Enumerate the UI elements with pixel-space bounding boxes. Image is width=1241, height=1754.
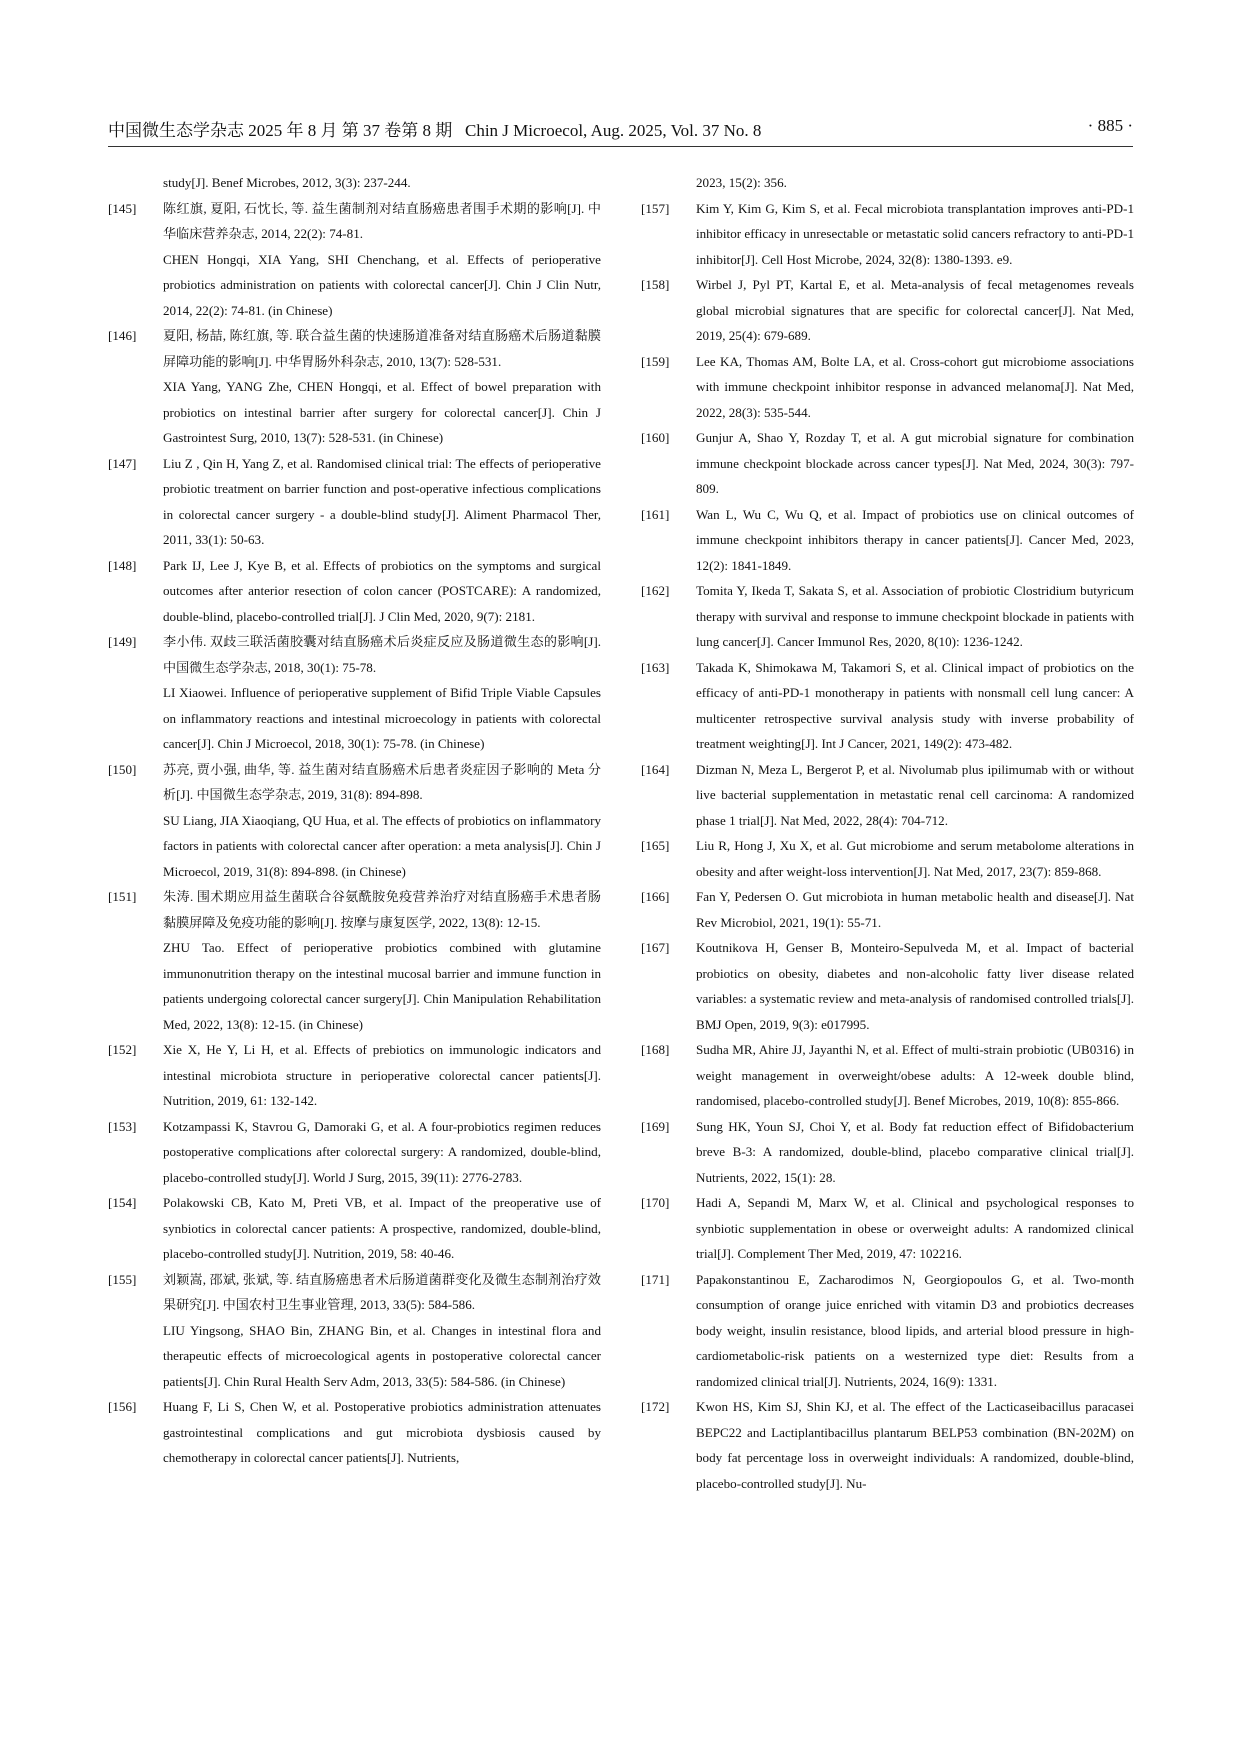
reference-text: Papakonstantinou E, Zacharodimos N, Georgiopoulos G, et al. Two-month consumption of orange juice enriched with vitamin D3 and probiotics decreases body weight, insulin resistance, blood lipids, and arterial blood pressure in high-cardiometabolic-risk patients on a westernized type diet: Results from a randomized clinical trial[J]. Nutrients, 2024, 16(9): 1331. <box>696 1271 1134 1389</box>
reference-entry <box>108 1267 601 1395</box>
reference-entry <box>108 451 601 553</box>
reference-number: [147] <box>108 455 137 471</box>
page-number: · 885 · <box>1087 116 1133 135</box>
reference-number: [157] <box>641 200 670 216</box>
reference-number: [169] <box>641 1118 670 1134</box>
reference-entry <box>108 1190 601 1267</box>
reference-text: Takada K, Shimokawa M, Takamori S, et al. Clinical impact of probiotics on the efficacy of anti-PD-1 monotherapy in patients with nonsmall cell lung cancer: A multicenter retrospective survival analysis study with inverse probability of treatment weighting[J]. Int J Cancer, 2021, 149(2): 473-482. <box>696 659 1134 751</box>
reference-entry <box>641 1114 1134 1191</box>
reference-number: [148] <box>108 557 137 573</box>
reference-text-english: LI Xiaowei. Influence of perioperative supplement of Bifid Triple Viable Capsules on inflammatory reactions and intestinal microecology in patients with colorectal cancer[J]. Chin J Microecol, 2018, 30(1): 75-78. (in Chinese) <box>163 685 601 751</box>
reference-text: 2023, 15(2): 356. <box>696 175 787 190</box>
reference-text: Hadi A, Sepandi M, Marx W, et al. Clinical and psychological responses to synbiotic supplementation in obese or overweight adults: A randomized clinical trial[J]. Complement Ther Med, 2019, 47: 102216. <box>696 1195 1134 1261</box>
reference-entry <box>641 1394 1134 1496</box>
reference-text: Kwon HS, Kim SJ, Shin KJ, et al. The effect of the Lacticaseibacillus paracasei BEPC22 and Lactiplantibacillus plantarum BELP53 combination (BN-202M) on body fat percentage loss in overweight individuals: A randomized, double-blind, placebo-controlled study[J]. Nu- <box>696 1399 1134 1491</box>
reference-text-english: XIA Yang, YANG Zhe, CHEN Hongqi, et al. Effect of bowel preparation with probiotics on intestinal barrier after surgery for colorectal cancer[J]. Chin J Gastrointest Surg, 2010, 13(7): 528-531. (in Chinese) <box>163 379 601 445</box>
reference-entry <box>641 1190 1134 1267</box>
reference-entry <box>108 170 601 196</box>
reference-text: Kim Y, Kim G, Kim S, et al. Fecal microbiota transplantation improves anti-PD-1 inhibitor efficacy in unresectable or metastatic solid cancers refractory to anti-PD-1 inhibitor[J]. Cell Host Microbe, 2024, 32(8): 1380-1393. e9. <box>696 200 1134 267</box>
reference-entry <box>641 502 1134 579</box>
reference-entry <box>108 884 601 1037</box>
reference-entry <box>641 170 1134 196</box>
reference-entry <box>108 323 601 451</box>
reference-entry <box>641 578 1134 655</box>
reference-number: [163] <box>641 659 670 675</box>
reference-text-english: LIU Yingsong, SHAO Bin, ZHANG Bin, et al. Changes in intestinal flora and therapeutic effects of microecological agents in postoperative colorectal cancer patients[J]. Chin Rural Health Serv Adm, 2013, 33(5): 584-586. (in Chinese) <box>163 1322 601 1389</box>
reference-entry <box>641 1267 1134 1395</box>
reference-text: Sung HK, Youn SJ, Choi Y, et al. Body fat reduction effect of Bifidobacterium breve B-3: A randomized, double-blind, placebo comparative clinical trial[J]. Nutrients, 2022, 15(1): 28. <box>696 1118 1134 1185</box>
reference-number: [154] <box>108 1195 137 1210</box>
journal-line: 中国微生态学杂志 2025 年 8 月 第 37 卷第 8 期 Chin J Microecol, Aug. 2025, Vol. 37 No. 8 <box>108 121 762 140</box>
reference-number: [170] <box>641 1195 670 1210</box>
reference-text: Tomita Y, Ikeda T, Sakata S, et al. Association of probiotic Clostridium butyricum therapy with survival and response to immune checkpoint blockade in patients with lung cancer[J]. Cancer Immunol Res, 2020, 8(10): 1236-1242. <box>696 583 1134 649</box>
reference-number: [160] <box>641 430 670 445</box>
reference-number: [165] <box>641 838 670 853</box>
reference-number: [172] <box>641 1399 670 1414</box>
reference-text: Liu R, Hong J, Xu X, et al. Gut microbiome and serum metabolome alterations in obesity and after weight-loss intervention[J]. Nat Med, 2017, 23(7): 859-868. <box>696 838 1134 879</box>
reference-text: Sudha MR, Ahire JJ, Jayanthi N, et al. Effect of multi-strain probiotic (UB0316) in weight management in overweight/obese adults: A 12-week double blind, randomised, placebo-controlled study[J]. Benef Microbes, 2019, 10(8): 855-866. <box>696 1042 1134 1108</box>
reference-entry <box>641 757 1134 834</box>
reference-entry <box>108 1394 601 1471</box>
reference-column-left <box>108 170 601 1471</box>
reference-text: 陈红旗, 夏阳, 石忱长, 等. 益生菌制剂对结直肠癌患者围手术期的影响[J]. 中华临床营养杂志, 2014, 22(2): 74-81. <box>163 200 601 241</box>
reference-number: [171] <box>641 1271 670 1287</box>
reference-entry <box>641 655 1134 757</box>
reference-number: [152] <box>108 1042 137 1057</box>
reference-text: Polakowski CB, Kato M, Preti VB, et al. Impact of the preoperative use of synbiotics in colorectal cancer patients: A prospective, randomized, double-blind, placebo-controlled study[J]. Nutrition, 2019, 58: 40-46. <box>163 1195 601 1261</box>
reference-entry <box>108 1037 601 1114</box>
reference-number: [158] <box>641 277 670 292</box>
reference-number: [166] <box>641 889 670 904</box>
reference-number: [155] <box>108 1271 137 1287</box>
reference-text: 苏亮, 贾小强, 曲华, 等. 益生菌对结直肠癌术后患者炎症因子影响的 Meta 分析[J]. 中国微生态学杂志, 2019, 31(8): 894-898. <box>163 761 601 802</box>
reference-entry <box>108 1114 601 1191</box>
reference-text-english: ZHU Tao. Effect of perioperative probiotics combined with glutamine immunonutrition therapy on the intestinal mucosal barrier and immune function in patients undergoing colorectal cancer surgery[J]. Chin Manipulation Rehabilitation Med, 2022, 13(8): 12-15. (in Chinese) <box>163 940 601 1032</box>
reference-entry <box>641 884 1134 935</box>
running-header <box>108 116 1133 147</box>
reference-text: Dizman N, Meza L, Bergerot P, et al. Nivolumab plus ipilimumab with or without live bacterial supplementation in metastatic renal cell carcinoma: A randomized phase 1 trial[J]. Nat Med, 2022, 28(4): 704-712. <box>696 761 1134 828</box>
reference-text: study[J]. Benef Microbes, 2012, 3(3): 237-244. <box>163 175 411 190</box>
reference-text-english: SU Liang, JIA Xiaoqiang, QU Hua, et al. The effects of probiotics on inflammatory factors in patients with colorectal cancer after operation: a meta analysis[J]. Chin J Microecol, 2019, 31(8): 894-898. (in Chinese) <box>163 812 601 879</box>
reference-text: Wirbel J, Pyl PT, Kartal E, et al. Meta-analysis of fecal metagenomes reveals global microbial signatures that are specific for colorectal cancer[J]. Nat Med, 2019, 25(4): 679-689. <box>696 277 1134 343</box>
reference-number: [159] <box>641 353 670 369</box>
reference-text: Lee KA, Thomas AM, Bolte LA, et al. Cross-cohort gut microbiome associations with immune checkpoint inhibitor response in advanced melanoma[J]. Nat Med, 2022, 28(3): 535-544. <box>696 353 1134 420</box>
reference-entry <box>108 196 601 324</box>
reference-entry <box>641 349 1134 426</box>
reference-number: [153] <box>108 1118 137 1134</box>
reference-column-right <box>641 170 1134 1496</box>
reference-text: Liu Z , Qin H, Yang Z, et al. Randomised clinical trial: The effects of perioperative probiotic treatment on barrier function and post-operative infectious complications in colorectal cancer surgery - a double-blind study[J]. Aliment Pharmacol Ther, 2011, 33(1): 50-63. <box>163 455 601 547</box>
reference-entry <box>108 629 601 757</box>
reference-text: Kotzampassi K, Stavrou G, Damoraki G, et al. A four-probiotics regimen reduces postoperative complications after colorectal surgery: A randomized, double-blind, placebo-controlled study[J]. World J Surg, 2015, 39(11): 2776-2783. <box>163 1118 601 1185</box>
reference-text: Huang F, Li S, Chen W, et al. Postoperative probiotics administration attenuates gastrointestinal complications and gut microbiota dysbiosis caused by chemotherapy in colorectal cancer patients[J]. Nutrients, <box>163 1399 601 1465</box>
reference-number: [168] <box>641 1042 670 1057</box>
reference-entry <box>641 1037 1134 1114</box>
reference-text-english: CHEN Hongqi, XIA Yang, SHI Chenchang, et al. Effects of perioperative probiotics administration on patients with colorectal cancer[J]. Chin J Clin Nutr, 2014, 22(2): 74-81. (in Chinese) <box>163 251 601 318</box>
reference-text: 夏阳, 杨喆, 陈红旗, 等. 联合益生菌的快速肠道准备对结直肠癌术后肠道黏膜屏障功能的影响[J]. 中华胃肠外科杂志, 2010, 13(7): 528-531. <box>163 328 601 369</box>
reference-number: [167] <box>641 940 670 955</box>
reference-text: Park IJ, Lee J, Kye B, et al. Effects of probiotics on the symptoms and surgical outcomes after anterior resection of colon cancer (POSTCARE): A randomized, double-blind, placebo-controlled trial[J]. J Clin Med, 2020, 9(7): 2181. <box>163 557 601 624</box>
reference-number: [161] <box>641 506 670 522</box>
reference-text: Xie X, He Y, Li H, et al. Effects of prebiotics on immunologic indicators and intestinal microbiota structure in perioperative colorectal cancer patients[J]. Nutrition, 2019, 61: 132-142. <box>163 1042 601 1108</box>
reference-entry <box>641 935 1134 1037</box>
reference-text: Gunjur A, Shao Y, Rozday T, et al. A gut microbial signature for combination immune checkpoint blockade across cancer types[J]. Nat Med, 2024, 30(3): 797-809. <box>696 430 1134 496</box>
reference-text: Wan L, Wu C, Wu Q, et al. Impact of probiotics use on clinical outcomes of immune checkpoint inhibitors therapy in cancer patients[J]. Cancer Med, 2023, 12(2): 1841-1849. <box>696 506 1134 573</box>
reference-number: [164] <box>641 761 670 777</box>
reference-text: 朱涛. 围术期应用益生菌联合谷氨酰胺免疫营养治疗对结直肠癌手术患者肠黏膜屏障及免疫功能的影响[J]. 按摩与康复医学, 2022, 13(8): 12-15. <box>163 889 601 930</box>
reference-entry <box>108 553 601 630</box>
reference-entry <box>641 833 1134 884</box>
reference-text: 李小伟. 双歧三联活菌胶囊对结直肠癌术后炎症反应及肠道微生态的影响[J]. 中国微生态学杂志, 2018, 30(1): 75-78. <box>163 634 601 675</box>
reference-text: Koutnikova H, Genser B, Monteiro-Sepulveda M, et al. Impact of bacterial probiotics on obesity, diabetes and non-alcoholic fatty liver disease related variables: a systematic review and meta-analysis of randomised controlled trials[J]. BMJ Open, 2019, 9(3): e017995. <box>696 940 1134 1032</box>
reference-text: 刘颖嵩, 邵斌, 张斌, 等. 结直肠癌患者术后肠道菌群变化及微生态制剂治疗效果研究[J]. 中国农村卫生事业管理, 2013, 33(5): 584-586. <box>163 1271 601 1312</box>
reference-entry <box>641 272 1134 349</box>
reference-number: [149] <box>108 634 137 649</box>
reference-number: [162] <box>641 583 670 598</box>
reference-entry <box>641 425 1134 502</box>
reference-text: Fan Y, Pedersen O. Gut microbiota in human metabolic health and disease[J]. Nat Rev Microbiol, 2021, 19(1): 55-71. <box>696 889 1134 930</box>
reference-number: [145] <box>108 200 137 216</box>
reference-number: [146] <box>108 328 137 343</box>
reference-entry <box>108 757 601 885</box>
reference-number: [150] <box>108 761 137 777</box>
reference-number: [151] <box>108 889 137 904</box>
reference-number: [156] <box>108 1399 137 1414</box>
reference-entry <box>641 196 1134 273</box>
